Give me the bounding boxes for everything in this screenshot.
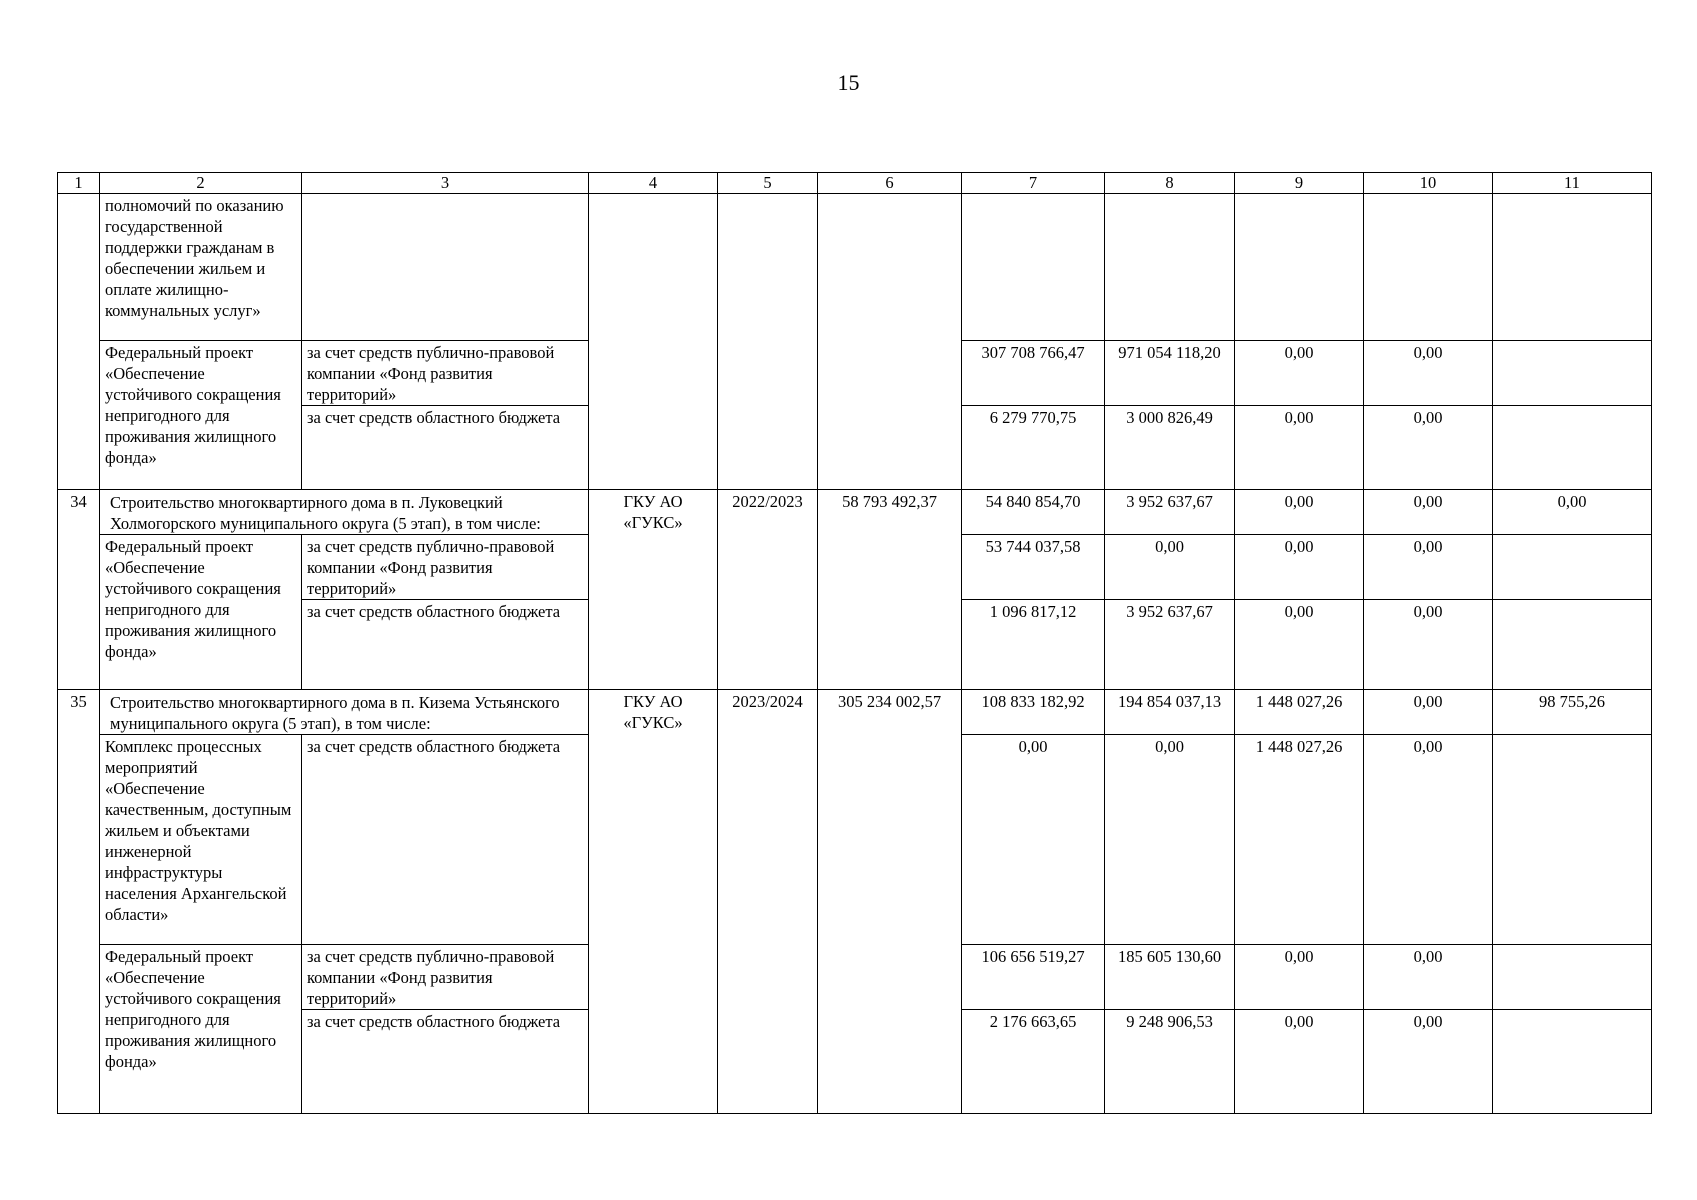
value-cell (1364, 194, 1493, 341)
source-cell: за счет средств областного бюджета (302, 600, 589, 690)
value-cell: 0,00 (1364, 690, 1493, 735)
value-cell: 0,00 (1364, 1010, 1493, 1114)
years-cell: 2022/2023 (718, 490, 818, 690)
column-number-row (58, 173, 1652, 194)
value-cell (962, 194, 1105, 341)
source-cell: за счет средств публично-правовой компании «Фонд развития территорий» (302, 341, 589, 406)
number-cell (58, 194, 100, 490)
value-cell (1493, 945, 1652, 1010)
value-cell: 3 000 826,49 (1105, 406, 1235, 490)
column-header: 4 (589, 173, 718, 194)
source-cell: за счет средств областного бюджета (302, 406, 589, 490)
value-cell: 307 708 766,47 (962, 341, 1105, 406)
value-cell (1493, 735, 1652, 945)
customer-cell: ГКУ АО «ГУКС» (589, 490, 718, 690)
value-cell (1493, 600, 1652, 690)
number-cell: 34 (58, 490, 100, 690)
value-cell (1493, 406, 1652, 490)
project-cell: Федеральный проект «Обеспечение устойчивого сокращения непригодного для проживания жилищного фонда» (100, 341, 302, 490)
value-cell (1493, 194, 1652, 341)
complex-cell: Комплекс процессных мероприятий «Обеспечение качественным, доступным жильем и объектами инженерной инфраструктуры населения Архангельской области» (100, 735, 302, 945)
source-cell: за счет средств областного бюджета (302, 1010, 589, 1114)
value-cell: 9 248 906,53 (1105, 1010, 1235, 1114)
number-cell: 35 (58, 690, 100, 1114)
value-cell: 0,00 (1235, 406, 1364, 490)
column-header: 1 (58, 173, 100, 194)
object-title: Строительство многоквартирного дома в п. Кизема Устьянского муниципального округа (5 этап), в том числе: (110, 693, 560, 733)
value-cell: 0,00 (1235, 535, 1364, 600)
value-cell: 0,00 (1235, 945, 1364, 1010)
cost-cell: 305 234 002,57 (818, 690, 962, 1114)
value-cell: 53 744 037,58 (962, 535, 1105, 600)
column-header: 5 (718, 173, 818, 194)
value-cell (1105, 194, 1235, 341)
value-cell: 3 952 637,67 (1105, 490, 1235, 535)
table-row (58, 690, 1652, 735)
value-cell (1493, 341, 1652, 406)
value-cell: 0,00 (1235, 490, 1364, 535)
project-cell: Федеральный проект «Обеспечение устойчивого сокращения непригодного для проживания жилищного фонда» (100, 535, 302, 690)
value-cell: 0,00 (1235, 1010, 1364, 1114)
value-cell: 106 656 519,27 (962, 945, 1105, 1010)
value-cell: 0,00 (1364, 341, 1493, 406)
value-cell: 98 755,26 (1493, 690, 1652, 735)
value-cell: 2 176 663,65 (962, 1010, 1105, 1114)
source-cell (302, 194, 589, 341)
value-cell: 3 952 637,67 (1105, 600, 1235, 690)
value-cell (1235, 194, 1364, 341)
source-cell: за счет средств публично-правовой компании «Фонд развития территорий» (302, 945, 589, 1010)
title-cell (100, 690, 589, 735)
column-header: 2 (100, 173, 302, 194)
column-header: 10 (1364, 173, 1493, 194)
value-cell: 54 840 854,70 (962, 490, 1105, 535)
value-cell: 0,00 (1364, 600, 1493, 690)
source-cell: за счет средств публично-правовой компании «Фонд развития территорий» (302, 535, 589, 600)
value-cell: 0,00 (1105, 735, 1235, 945)
value-cell: 0,00 (1235, 341, 1364, 406)
customer-cell (589, 194, 718, 490)
value-cell: 0,00 (1105, 535, 1235, 600)
value-cell: 108 833 182,92 (962, 690, 1105, 735)
cost-cell (818, 194, 962, 490)
value-cell (1493, 1010, 1652, 1114)
source-cell: за счет средств областного бюджета (302, 735, 589, 945)
cost-cell: 58 793 492,37 (818, 490, 962, 690)
value-cell: 194 854 037,13 (1105, 690, 1235, 735)
column-header: 3 (302, 173, 589, 194)
project-cell: Федеральный проект «Обеспечение устойчивого сокращения непригодного для проживания жилищного фонда» (100, 945, 302, 1114)
column-header: 8 (1105, 173, 1235, 194)
budget-table (57, 172, 1652, 1114)
value-cell: 1 448 027,26 (1235, 735, 1364, 945)
value-cell: 0,00 (1235, 600, 1364, 690)
value-cell: 0,00 (962, 735, 1105, 945)
value-cell: 0,00 (1364, 490, 1493, 535)
table-row (58, 490, 1652, 535)
value-cell: 971 054 118,20 (1105, 341, 1235, 406)
object-title: Строительство многоквартирного дома в п. Луковецкий Холмогорского муниципального округа (5 этап), в том числе: (110, 493, 541, 533)
customer-cell: ГКУ АО «ГУКС» (589, 690, 718, 1114)
table-row (58, 194, 1652, 341)
column-header: 9 (1235, 173, 1364, 194)
value-cell: 6 279 770,75 (962, 406, 1105, 490)
page-number: 15 (837, 70, 860, 95)
value-cell: 1 096 817,12 (962, 600, 1105, 690)
description-cell: полномочий по оказанию государственной поддержки гражданам в обеспечении жильем и оплате жилищно-коммунальных услуг» (100, 194, 302, 341)
value-cell: 1 448 027,26 (1235, 690, 1364, 735)
value-cell: 0,00 (1364, 406, 1493, 490)
column-header: 7 (962, 173, 1105, 194)
value-cell: 0,00 (1364, 945, 1493, 1010)
years-cell: 2023/2024 (718, 690, 818, 1114)
years-cell (718, 194, 818, 490)
value-cell: 0,00 (1364, 535, 1493, 600)
value-cell: 0,00 (1493, 490, 1652, 535)
column-header: 11 (1493, 173, 1652, 194)
value-cell: 0,00 (1364, 735, 1493, 945)
column-header: 6 (818, 173, 962, 194)
value-cell: 185 605 130,60 (1105, 945, 1235, 1010)
title-cell (100, 490, 589, 535)
value-cell (1493, 535, 1652, 600)
